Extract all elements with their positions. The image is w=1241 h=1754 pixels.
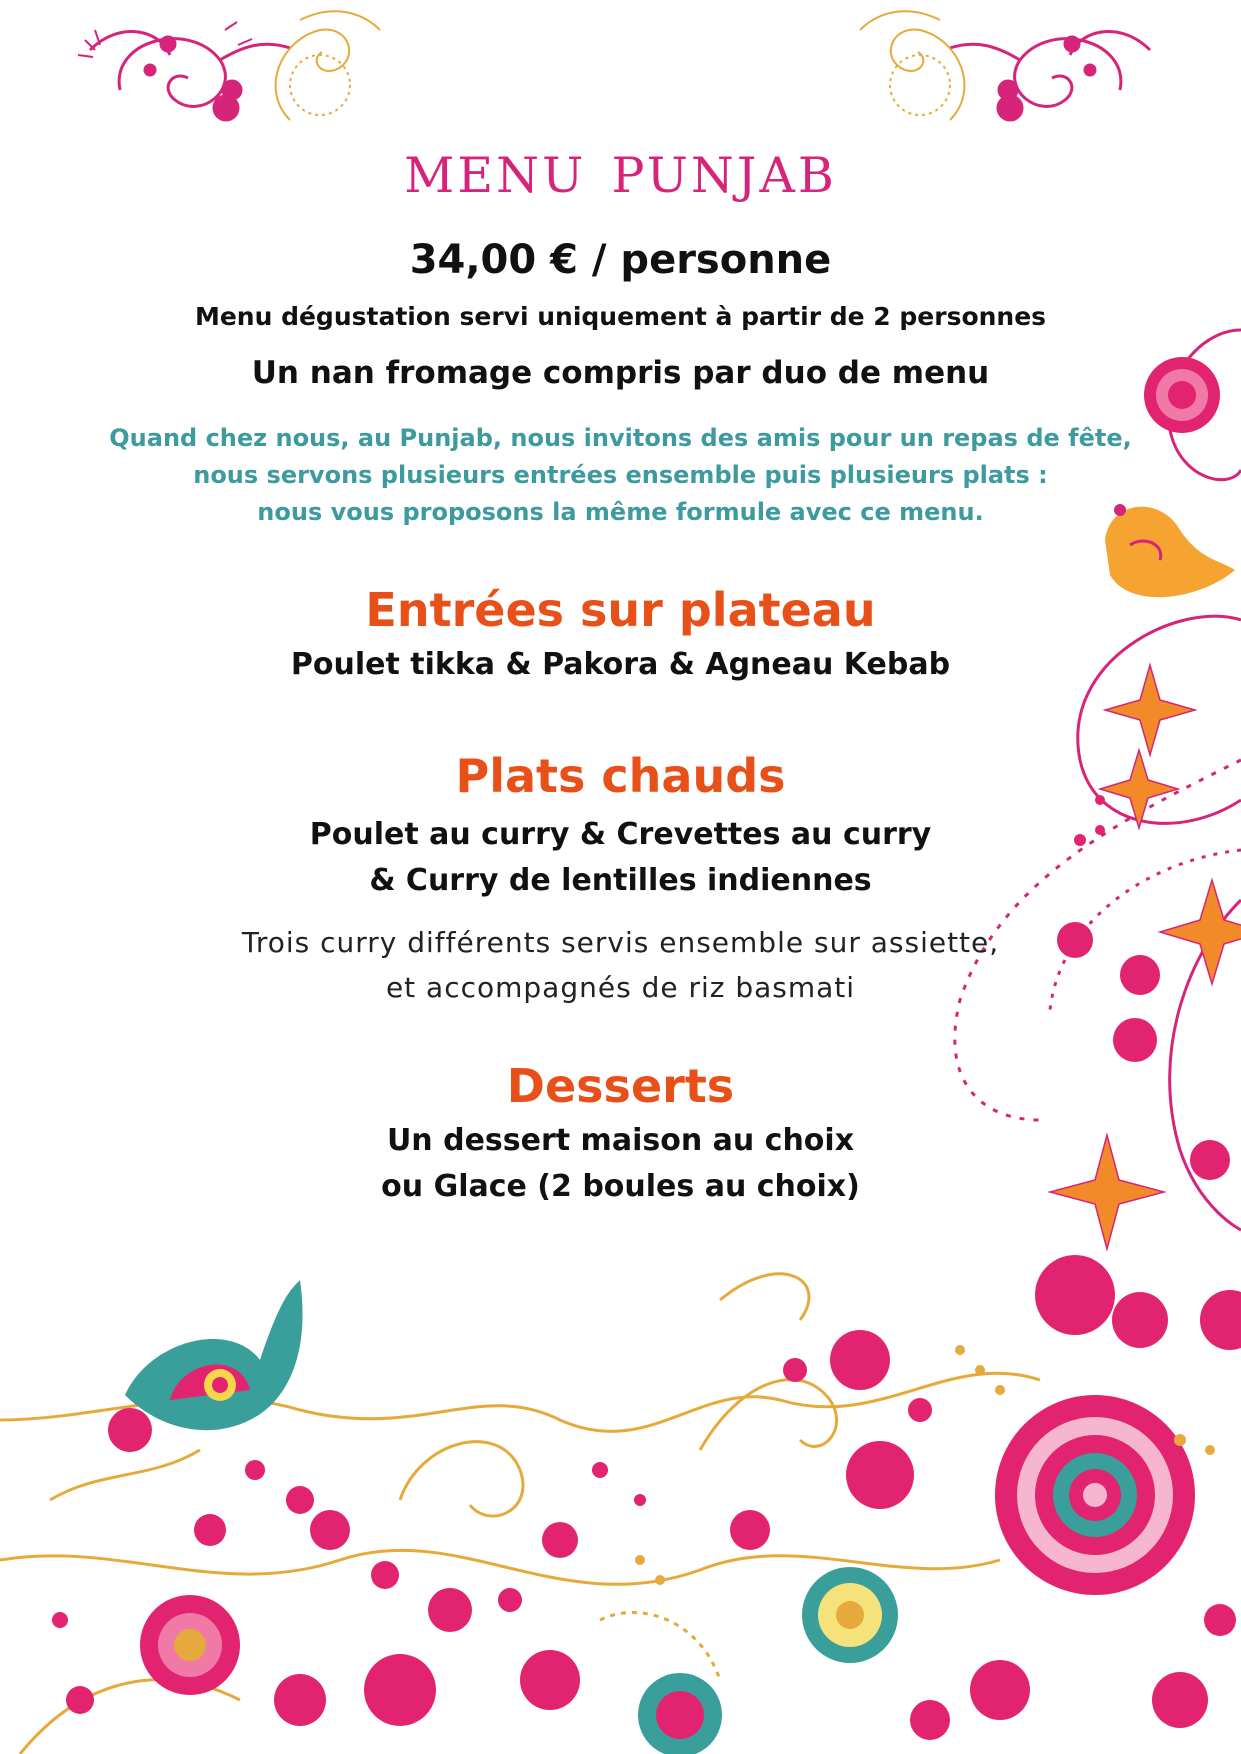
top-right-gold-swirl: [860, 11, 964, 120]
section-title: Plats chauds: [455, 749, 786, 803]
dish-line: Un dessert maison au choix: [386, 1123, 855, 1158]
bird-icon-bottom: [125, 1280, 303, 1430]
dish-description: Trois curry différents servis ensemble sur assiette,: [241, 926, 1000, 959]
big-flower-icon: [995, 1395, 1195, 1595]
dish-line: ou Glace (2 boules au choix): [381, 1169, 860, 1204]
top-left-gold-swirl: [276, 11, 380, 120]
top-right-ornament: [950, 31, 1150, 120]
section-entrees: [0, 582, 1241, 688]
intro-line: nous servons plusieurs entrées ensemble puis plusieurs plats :: [193, 461, 1048, 489]
dish-line: & Curry de lentilles indiennes: [369, 863, 872, 898]
teal-drop-icon: [638, 1673, 722, 1754]
section-plats: [0, 748, 1241, 1010]
intro-text: [0, 420, 1241, 531]
nan-note: Un nan fromage compris par duo de menu: [251, 355, 990, 391]
intro-line: Quand chez nous, au Punjab, nous invitons des amis pour un repas de fête,: [109, 424, 1132, 452]
top-left-ornament: [78, 22, 290, 120]
dish-line: Poulet tikka & Pakora & Agneau Kebab: [290, 647, 951, 682]
menu-price: 34,00 € / personne: [409, 237, 832, 283]
teal-flower-icon: [802, 1567, 898, 1663]
menu-subtitle: Menu dégustation servi uniquement à partir de 2 personnes: [194, 302, 1047, 331]
section-title: Entrées sur plateau: [365, 583, 876, 637]
section-title: Desserts: [506, 1059, 735, 1113]
dish-description: et accompagnés de riz basmati: [385, 971, 856, 1004]
dish-line: Poulet au curry & Crevettes au curry: [309, 817, 932, 852]
pink-flower-icon: [140, 1595, 240, 1695]
menu-title: menu punjab: [404, 127, 837, 209]
intro-line: nous vous proposons la même formule avec ce menu.: [257, 498, 984, 526]
section-desserts: [0, 1058, 1241, 1210]
